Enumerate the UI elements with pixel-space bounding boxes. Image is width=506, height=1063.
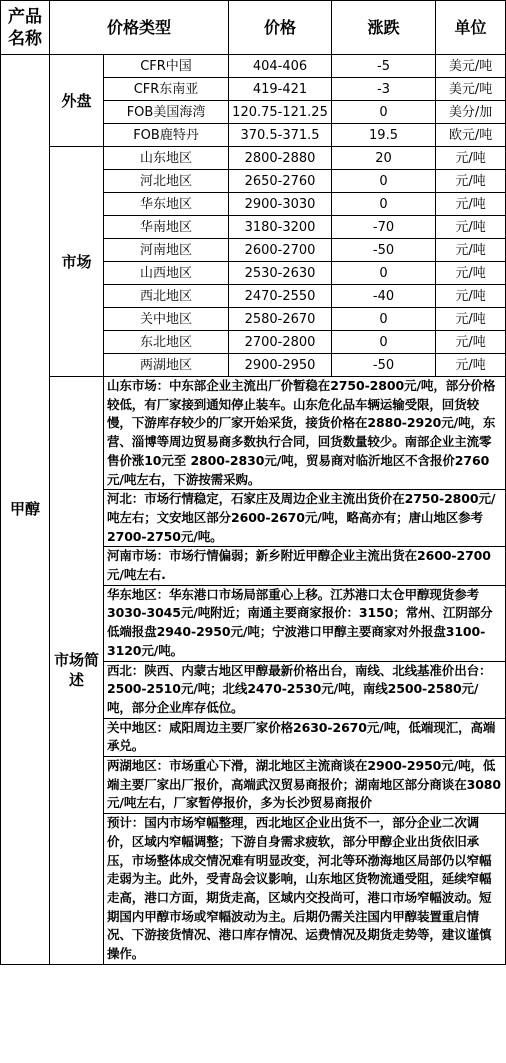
price-cell: 2900-3030 [229,193,332,216]
price-cell: 2800-2880 [229,147,332,170]
change-cell: 0 [332,262,436,285]
unit-cell: 欧元/吨 [436,124,506,147]
market-note: 河北：市场行情稳定，石家庄及周边企业主流出货价在2750-2800元/吨左右；文安地区部分2600-2670元/吨，略高亦有；唐山地区参考2700-2750元/吨。 [104,490,506,547]
price-cell: 370.5-371.5 [229,124,332,147]
price-type-cell: FOB美国海湾 [104,101,229,124]
unit-cell: 元/吨 [436,216,506,239]
change-cell: 0 [332,331,436,354]
price-cell: 2580-2670 [229,308,332,331]
market-note: 预计：国内市场窄幅整理，西北地区企业出货不一，部分企业二次调价，区域内窄幅调整；下游自身需求疲软，部分甲醇企业出货依旧承压，市场整体成交情况难有明显改变，河北等环渤海地区局部仍以窄幅走弱为主。此外，受青岛会议影响，山东地区货物流通受阻，延续窄幅走高，港口方面，期货走高，区域内交投尚可，港口市场窄幅波动。短期国内甲醇市场或窄幅波动为主。后期仍需关注国内甲醇装置重启情况、下游接货情况、港口库存情况、运费情况及期货走势等，建议谨慎操作。 [104,814,506,965]
price-type-cell: 河北地区 [104,170,229,193]
header-unit: 单位 [436,1,506,55]
unit-cell: 美元/吨 [436,78,506,101]
price-type-cell: 两湖地区 [104,354,229,377]
market-note: 西北：陕西、内蒙古地区甲醇最新价格出台，南线、北线基准价出台：2500-2510元/吨；北线2470-2530元/吨，南线2500-2580元/吨，部分企业库存低位。 [104,661,506,718]
unit-cell: 美分/加 [436,101,506,124]
unit-cell: 元/吨 [436,239,506,262]
unit-cell: 元/吨 [436,262,506,285]
market-note: 河南市场：市场行情偏弱；新乡附近甲醇企业主流出货在2600-2700元/吨左右. [104,547,506,585]
price-type-cell: CFR东南亚 [104,78,229,101]
header-price: 价格 [229,1,332,55]
price-type-cell: 东北地区 [104,331,229,354]
section-label-market: 市场 [50,147,104,377]
price-type-cell: 西北地区 [104,285,229,308]
unit-cell: 元/吨 [436,147,506,170]
change-cell: 19.5 [332,124,436,147]
product-name: 甲醇 [1,55,50,965]
unit-cell: 元/吨 [436,193,506,216]
change-cell: -40 [332,285,436,308]
price-type-cell: FOB鹿特丹 [104,124,229,147]
header-product: 产品名称 [1,1,50,55]
section-label-outer: 外盘 [50,55,104,147]
change-cell: 0 [332,308,436,331]
price-cell: 2700-2800 [229,331,332,354]
price-cell: 2650-2760 [229,170,332,193]
change-cell: -50 [332,354,436,377]
change-cell: -3 [332,78,436,101]
price-cell: 419-421 [229,78,332,101]
price-type-cell: CFR中国 [104,55,229,78]
change-cell: 0 [332,193,436,216]
market-note: 关中地区：咸阳周边主要厂家价格2630-2670元/吨，低端现汇，高端承兑。 [104,718,506,756]
change-cell: 20 [332,147,436,170]
price-type-cell: 华南地区 [104,216,229,239]
unit-cell: 元/吨 [436,354,506,377]
market-note: 两湖地区：市场重心下滑，湖北地区主流商谈在2900-2950元/吨，低端主要厂家出厂报价，高端武汉贸易商报价；湖南地区部分商谈在3080元/吨左右，厂家暂停报价，多为长沙贸易商报价 [104,757,506,814]
table-row [1,377,506,490]
price-type-cell: 河南地区 [104,239,229,262]
unit-cell: 元/吨 [436,308,506,331]
price-cell: 120.75-121.25 [229,101,332,124]
table-row [1,55,506,78]
market-note: 华东地区：华东港口市场局部重心上移。江苏港口太仓甲醇现货参考3030-3045元/吨附近；南通主要商家报价：3150；常州、江阴部分低端报盘2940-2950元/吨；宁波港口甲醇主要商家对外报盘3100-3120元/吨。 [104,585,506,661]
header-change: 涨跌 [332,1,436,55]
price-cell: 2600-2700 [229,239,332,262]
table-body [1,1,506,965]
change-cell: 0 [332,101,436,124]
unit-cell: 元/吨 [436,170,506,193]
section-label-summary: 市场简述 [50,377,104,965]
market-note: 山东市场：中东部企业主流出厂价暂稳在2750-2800元/吨，部分价格较低，有厂家接到通知停止装车。山东危化品车辆运输受限，回货较慢，下游库存较少的厂家开始采货，接货价格在2880-2920元/吨，东营、淄博等周边贸易商多数执行合同，回货数量较少。南部企业主流零售价涨10元至 2800-2830元/吨，贸易商对临沂地区不含报价2760元/吨左右，下游按需采购。 [104,377,506,490]
change-cell: -5 [332,55,436,78]
price-cell: 404-406 [229,55,332,78]
price-cell: 2470-2550 [229,285,332,308]
change-cell: -70 [332,216,436,239]
price-type-cell: 华东地区 [104,193,229,216]
price-type-cell: 山东地区 [104,147,229,170]
unit-cell: 元/吨 [436,331,506,354]
price-cell: 2530-2630 [229,262,332,285]
table-row [1,147,506,170]
unit-cell: 美元/吨 [436,55,506,78]
unit-cell: 元/吨 [436,285,506,308]
change-cell: 0 [332,170,436,193]
price-cell: 3180-3200 [229,216,332,239]
price-type-cell: 关中地区 [104,308,229,331]
header-row [1,1,506,55]
header-price-type: 价格类型 [50,1,229,55]
change-cell: -50 [332,239,436,262]
price-type-cell: 山西地区 [104,262,229,285]
price-cell: 2900-2950 [229,354,332,377]
